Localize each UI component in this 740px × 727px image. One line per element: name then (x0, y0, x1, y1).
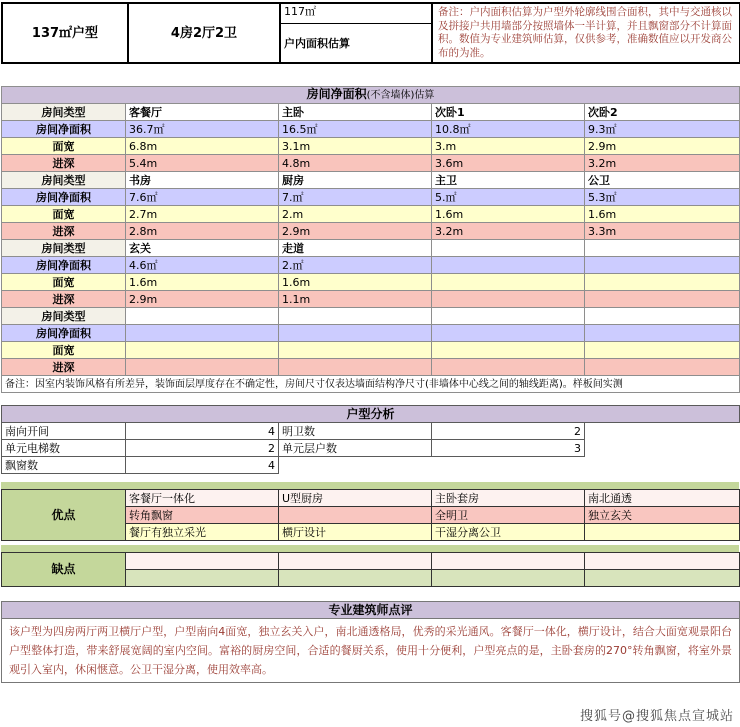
room-width-row (2, 274, 740, 291)
review-text: 该户型为四房两厅两卫横厅户型，户型南向4面宽，独立玄关入户，南北通透格局，优秀的采光通风。客餐厅一体化，横厅设计，结合大面宽观景阳台户型整体打造，带来舒展宽阔的室内空间。富裕的厨房空间，合适的餐厨关系，使用十分便利，户型亮点的是，主卧套房的270°转角飘窗，将室外景观引入室内，休闲惬意。公卫干湿分离，使用效率高。 (2, 619, 740, 683)
width-cell: 1.6m (585, 206, 740, 223)
depth-cell: 2.8m (126, 223, 279, 240)
depth-cell: 3.2m (585, 155, 740, 172)
width-cell: 1.6m (279, 274, 432, 291)
width-cell (432, 274, 585, 291)
analysis-value: 3 (432, 440, 585, 457)
review-title-row (2, 602, 740, 619)
empty-cell (585, 457, 740, 474)
width-cell: 1.6m (126, 274, 279, 291)
room-type-row (2, 104, 740, 121)
empty-cell (585, 440, 740, 457)
analysis-value: 2 (432, 423, 585, 440)
width-cell (432, 342, 585, 359)
analysis-row (2, 440, 740, 457)
width-cell: 2.7m (126, 206, 279, 223)
width-cell: 2.m (279, 206, 432, 223)
room-area-row (2, 121, 740, 138)
area-cell: 5.㎡ (432, 189, 585, 206)
area-cell (432, 325, 585, 342)
area-cell (279, 325, 432, 342)
empty-cell (432, 457, 585, 474)
area-cell: 7.㎡ (279, 189, 432, 206)
room-type-cell: 客餐厅 (126, 104, 279, 121)
area-table-title-row (2, 87, 740, 104)
room-width-row (2, 138, 740, 155)
cons-item (126, 553, 279, 570)
depth-cell: 2.9m (126, 291, 279, 308)
area-cell (432, 257, 585, 274)
inner-area-label: 户内面积估算 (280, 24, 432, 63)
width-cell (279, 342, 432, 359)
depth-cell (585, 359, 740, 376)
room-type-cell: 厨房 (279, 172, 432, 189)
cons-row (2, 553, 740, 570)
analysis-label: 明卫数 (279, 423, 432, 440)
area-cell (585, 257, 740, 274)
area-cell: 16.5㎡ (279, 121, 432, 138)
analysis-value: 4 (126, 423, 279, 440)
empty-cell (585, 423, 740, 440)
area-cell: 36.7㎡ (126, 121, 279, 138)
row-label: 面宽 (2, 342, 126, 359)
row-label: 房间类型 (2, 240, 126, 257)
depth-cell: 3.3m (585, 223, 740, 240)
room-type-row (2, 240, 740, 257)
row-label: 房间类型 (2, 172, 126, 189)
depth-cell (585, 291, 740, 308)
area-cell (585, 325, 740, 342)
review-body-row (2, 619, 740, 683)
room-type-cell: 走道 (279, 240, 432, 257)
room-type-cell: 次卧2 (585, 104, 740, 121)
review-title: 专业建筑师点评 (2, 602, 740, 619)
area-cell: 10.8㎡ (432, 121, 585, 138)
analysis-label: 飘窗数 (2, 457, 126, 474)
pros-item: 干湿分离公卫 (432, 524, 585, 541)
room-type-cell: 玄关 (126, 240, 279, 257)
sohu-watermark: 搜狐号@搜狐焦点宣城站 (579, 709, 734, 724)
row-label: 面宽 (2, 206, 126, 223)
pros-item: 南北通透 (585, 490, 740, 507)
depth-cell: 3.2m (432, 223, 585, 240)
room-depth-row (2, 155, 740, 172)
depth-cell (126, 359, 279, 376)
room-type-cell (585, 308, 740, 325)
pros-item: 餐厅有独立采光 (126, 524, 279, 541)
analysis-label: 单元电梯数 (2, 440, 126, 457)
room-depth-row (2, 223, 740, 240)
room-width-row (2, 206, 740, 223)
analysis-label: 单元层户数 (279, 440, 432, 457)
room-type-row (2, 172, 740, 189)
depth-cell: 5.4m (126, 155, 279, 172)
green-divider (1, 482, 739, 489)
cons-item (126, 570, 279, 587)
area-cell: 2.㎡ (279, 257, 432, 274)
room-type-cell: 书房 (126, 172, 279, 189)
pros-item: U型厨房 (279, 490, 432, 507)
room-depth-row (2, 291, 740, 308)
area-cell: 7.6㎡ (126, 189, 279, 206)
row-label: 进深 (2, 155, 126, 172)
cons-item (279, 553, 432, 570)
room-depth-row (2, 359, 740, 376)
layout-analysis-table (1, 405, 740, 474)
row-label: 房间净面积 (2, 121, 126, 138)
analysis-row (2, 457, 740, 474)
pros-item: 转角飘窗 (126, 507, 279, 524)
width-cell: 2.9m (585, 138, 740, 155)
cons-item (585, 553, 740, 570)
analysis-title: 户型分析 (2, 406, 740, 423)
cons-label: 缺点 (2, 553, 126, 587)
analysis-row (2, 423, 740, 440)
row-label: 房间类型 (2, 104, 126, 121)
pros-item: 横厅设计 (279, 524, 432, 541)
row-label: 进深 (2, 359, 126, 376)
pros-item: 全明卫 (432, 507, 585, 524)
room-type-cell: 次卧1 (432, 104, 585, 121)
pros-item (279, 507, 432, 524)
row-label: 面宽 (2, 138, 126, 155)
pros-label: 优点 (2, 490, 126, 541)
room-area-row (2, 189, 740, 206)
cons-item (279, 570, 432, 587)
unit-size-cell: 137㎡户型 (2, 3, 128, 63)
width-cell (585, 342, 740, 359)
cons-item (432, 570, 585, 587)
width-cell: 3.m (432, 138, 585, 155)
area-table-footnote: 备注：因室内装饰风格有所差异，装饰面层厚度存在不确定性，房间尺寸仅表达墙面结构净尺寸(非墙体中心线之间的轴线距离)。样板间实测 (2, 376, 740, 393)
room-width-row (2, 342, 740, 359)
header-note: 备注：户内面积估算为户型外轮廓线围合面积，其中与交通核以及拼接户共用墙部分按照墙体一半计算，并且飘窗部分不计算面积。数值为专业建筑师估算，仅供参考，准确数值应以开发商公布的为准。 (432, 3, 740, 63)
area-table-title-sub: (不含墙体)估算 (366, 90, 435, 101)
depth-cell: 4.8m (279, 155, 432, 172)
room-area-table (1, 86, 740, 393)
depth-cell (432, 291, 585, 308)
width-cell: 6.8m (126, 138, 279, 155)
width-cell: 3.1m (279, 138, 432, 155)
width-cell (126, 342, 279, 359)
header-table (1, 2, 740, 64)
room-type-cell: 主卫 (432, 172, 585, 189)
pros-item (585, 524, 740, 541)
architect-review-table (1, 601, 740, 683)
pros-table (1, 489, 740, 541)
cons-item (585, 570, 740, 587)
area-table-footnote-row (2, 376, 740, 393)
analysis-value: 2 (126, 440, 279, 457)
room-type-cell (585, 240, 740, 257)
area-cell: 4.6㎡ (126, 257, 279, 274)
analysis-value: 4 (126, 457, 279, 474)
depth-cell: 1.1m (279, 291, 432, 308)
row-label: 面宽 (2, 274, 126, 291)
row-label: 进深 (2, 291, 126, 308)
cons-table (1, 552, 740, 587)
depth-cell (432, 359, 585, 376)
width-cell: 1.6m (432, 206, 585, 223)
room-type-row (2, 308, 740, 325)
depth-cell: 2.9m (279, 223, 432, 240)
area-table-title (2, 87, 740, 104)
room-area-row (2, 325, 740, 342)
room-type-cell: 公卫 (585, 172, 740, 189)
spreadsheet-page (1, 2, 739, 683)
width-cell (585, 274, 740, 291)
analysis-title-row (2, 406, 740, 423)
pros-item: 客餐厅一体化 (126, 490, 279, 507)
room-type-cell (432, 308, 585, 325)
cons-item (432, 553, 585, 570)
inner-area-value: 117㎡ (280, 3, 432, 24)
area-table-title-main: 房间净面积 (306, 87, 367, 101)
empty-cell (279, 457, 432, 474)
pros-row (2, 490, 740, 507)
area-cell: 9.3㎡ (585, 121, 740, 138)
row-label: 房间净面积 (2, 189, 126, 206)
pros-item: 独立玄关 (585, 507, 740, 524)
row-label: 房间净面积 (2, 325, 126, 342)
pros-item: 主卧套房 (432, 490, 585, 507)
row-label: 进深 (2, 223, 126, 240)
analysis-label: 南向开间 (2, 423, 126, 440)
row-label: 房间净面积 (2, 257, 126, 274)
room-type-cell (126, 308, 279, 325)
green-divider (1, 545, 739, 552)
depth-cell (279, 359, 432, 376)
room-area-row (2, 257, 740, 274)
room-type-cell (279, 308, 432, 325)
depth-cell: 3.6m (432, 155, 585, 172)
row-label: 房间类型 (2, 308, 126, 325)
area-cell: 5.3㎡ (585, 189, 740, 206)
layout-cell: 4房2厅2卫 (128, 3, 280, 63)
area-cell (126, 325, 279, 342)
room-type-cell: 主卧 (279, 104, 432, 121)
room-type-cell (432, 240, 585, 257)
